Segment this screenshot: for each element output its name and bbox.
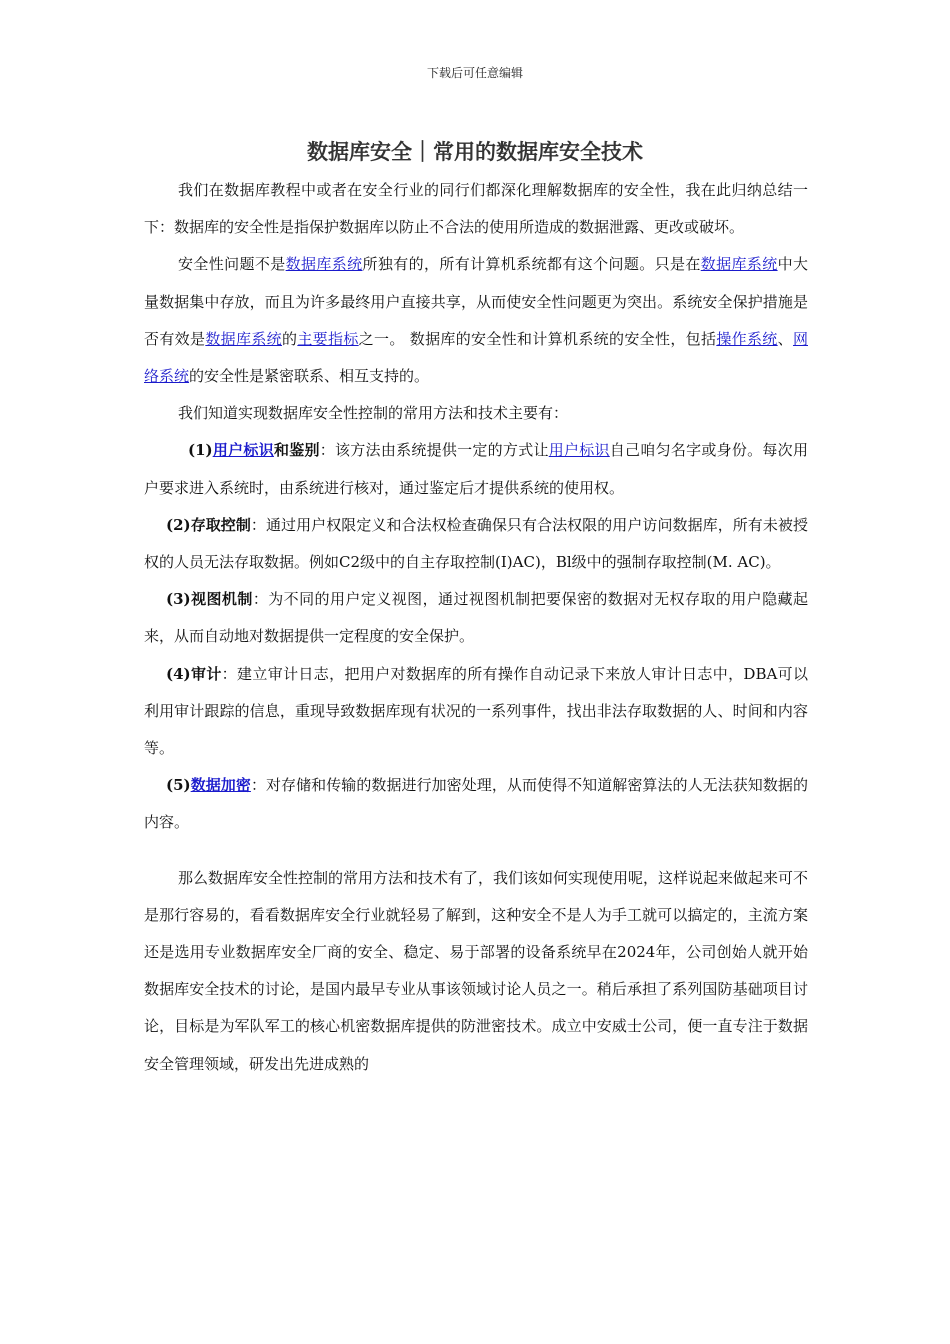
link-network-system[interactable]: 网络系统 [144,329,808,386]
link-data-encryption[interactable]: 数据加密 [190,776,251,795]
paragraph-security-issue: 安全性问题不是数据库系统所独有的，所有计算机系统都有这个问题。只是在数据库系统中大量数据集中存放，而且为许多最终用户直接共享，从而使安全性问题更为突出。系统安全保护措施是否有效是数据库系统的主要指标之一。 数据库的安全性和计算机系统的安全性，包括操作系统、网络系统的安全性是紧密联系、相互支持的。 [144,255,808,386]
article-body [144,172,808,1083]
paragraph-gap [144,842,808,860]
link-database-system[interactable]: 数据库系统 [285,255,363,274]
article-title: 数据库安全｜常用的数据库安全技术 [307,140,643,164]
list-item-view-mechanism: (3)视图机制：为不同的用户定义视图，通过视图机制把要保密的数据对无权存取的用户隐藏起来，从而自动地对数据提供一定程度的安全保护。 [144,590,808,646]
paragraph-intro: 我们在数据库教程中或者在安全行业的同行们都深化理解数据库的安全性，我在此归纳总结一下：数据库的安全性是指保护数据库以防止不合法的使用所造成的数据泄露、更改或破坏。 [144,181,808,237]
list-item-user-identification: (1)用户标识和鉴别：该方法由系统提供一定的方式让用户标识自己咱匀名字或身份。每次用户要求进入系统时，由系统进行核对，通过鉴定后才提供系统的使用权。 [144,441,808,497]
list-item-audit: (4)审计：建立审计日志，把用户对数据库的所有操作自动记录下来放人审计日志中，DBA可以利用审计跟踪的信息，重现导致数据库现有状况的一系列事件，找出非法存取数据的人、时间和内容等。 [144,664,808,758]
link-main-indicator[interactable]: 主要指标 [297,329,359,348]
link-user-identification[interactable]: 用户标识 [548,441,610,460]
paragraph-implementation: 那么数据库安全性控制的常用方法和技术有了，我们该如何实现使用呢，这样说起来做起来可不是那行容易的，看看数据库安全行业就轻易了解到，这种安全不是人为手工就可以搞定的，主流方案还是选用专业数据库安全厂商的安全、稳定、易于部署的设备系统早在2024年，公司创始人就开始数据库安全技术的讨论，是国内最早专业从事该领域讨论人员之一。稍后承担了系列国防基础项目讨论，目标是为军队军工的核心机密数据库提供的防泄密技术。成立中安威士公司，便一直专注于数据安全管理领域，研发出先进成熟的 [144,868,809,1073]
link-operating-system[interactable]: 操作系统 [716,329,778,348]
list-item-data-encryption: (5)数据加密：对存储和传输的数据进行加密处理，从而使得不知道解密算法的人无法获知数据的内容。 [144,776,808,832]
link-database-system[interactable]: 数据库系统 [205,329,282,348]
paragraph-methods-intro: 我们知道实现数据库安全性控制的常用方法和技术主要有： [178,404,569,423]
link-database-system[interactable]: 数据库系统 [700,255,778,274]
page-header: 下载后可任意编辑 [426,66,523,80]
list-item-access-control: (2)存取控制：通过用户权限定义和合法权检查确保只有合法权限的用户访问数据库，所有未被授权的人员无法存取数据。例如C2级中的自主存取控制(I)AC)，Bl级中的强制存取控制(M. AC)。 [144,515,808,572]
link-user-identification[interactable]: 用户标识 [212,441,274,460]
